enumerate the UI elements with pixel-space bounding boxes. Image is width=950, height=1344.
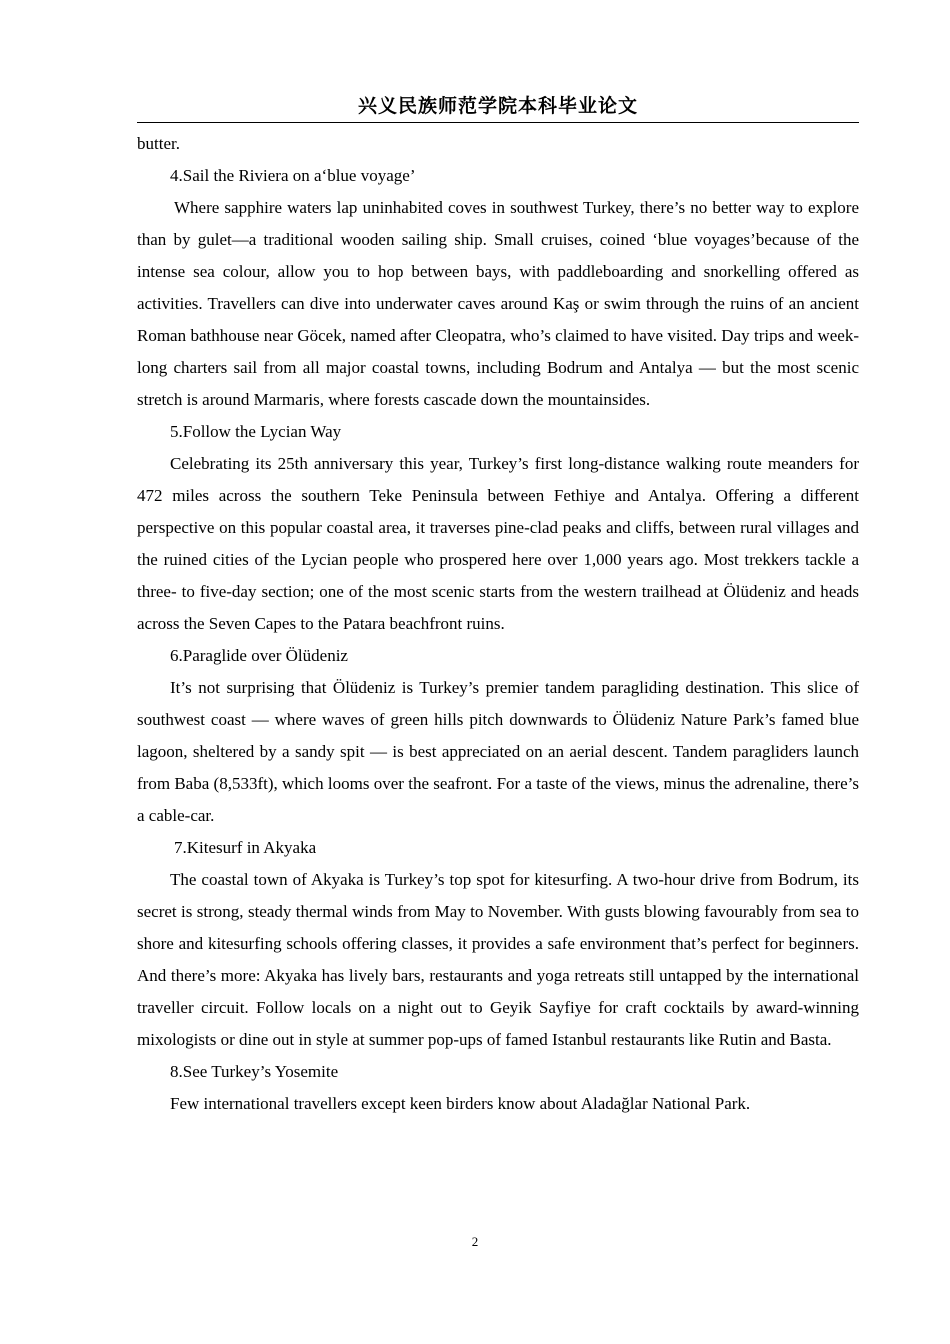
section-heading-lycian-way: 5.Follow the Lycian Way xyxy=(170,422,342,441)
paragraph-yosemite: Few international travellers except keen birders know about Aladağlar National Park. xyxy=(170,1094,751,1113)
body-text xyxy=(137,128,859,1120)
page-number: 2 xyxy=(471,1234,479,1249)
section-heading-blue-voyage: 4.Sail the Riviera on a‘blue voyage’ xyxy=(170,166,416,185)
section-heading-kitesurf: 7.Kitesurf in Akyaka xyxy=(174,838,317,857)
paragraph-continuation: butter. xyxy=(137,134,180,153)
section-heading-paraglide: 6.Paraglide over Ölüdeniz xyxy=(170,646,348,665)
section-heading-yosemite: 8.See Turkey’s Yosemite xyxy=(170,1062,339,1081)
page-header-title: 兴义民族师范学院本科毕业论文 xyxy=(357,95,638,117)
paragraph-lycian-way: Celebrating its 25th anniversary this year, Turkey’s first long-distance walking route meanders for 472 miles across the southern Teke Peninsula between Fethiye and Antalya. Offering a different perspective on this popular coastal area, it traverses pine-clad peaks and cliffs, between rural villages and the ruined cities of the Lycian people who prospered here over 1,000 years ago. Most trekkers tackle a three- to five-day section; one of the most scenic starts from the western trailhead at Ölüdeniz and heads across the Seven Capes to the Patara beachfront ruins. xyxy=(137,454,859,633)
paragraph-paraglide: It’s not surprising that Ölüdeniz is Turkey’s premier tandem paragliding destination. This slice of southwest coast — where waves of green hills pitch downwards to Ölüdeniz Nature Park’s famed blue lagoon, sheltered by a sandy spit — is best appreciated on an aerial descent. Tandem paragliders launch from Baba (8,533ft), which looms over the seafront. For a taste of the views, minus the adrenaline, there’s a cable-car. xyxy=(137,678,859,825)
header-rule xyxy=(137,122,859,123)
paragraph-kitesurf: The coastal town of Akyaka is Turkey’s top spot for kitesurfing. A two-hour drive from Bodrum, its secret is strong, steady thermal winds from May to November. With gusts blowing favourably from sea to shore and kitesurfing schools offering classes, it provides a safe environment that’s perfect for beginners. And there’s more: Akyaka has lively bars, restaurants and yoga retreats still untapped by the international traveller circuit. Follow locals on a night out to Geyik Sayfiye for craft cocktails by award-winning mixologists or dine out in style at summer pop-ups of famed Istanbul restaurants like Rutin and Basta. xyxy=(137,870,859,1049)
paragraph-blue-voyage: Where sapphire waters lap uninhabited coves in southwest Turkey, there’s no better way to explore than by gulet—a traditional wooden sailing ship. Small cruises, coined ‘blue voyages’because of the intense sea colour, allow you to hop between bays, with paddleboarding and snorkelling offered as activities. Travellers can dive into underwater caves around Kaş or swim through the ruins of an ancient Roman bathhouse near Göcek, named after Cleopatra, who’s claimed to have visited. Day trips and week-long charters sail from all major coastal towns, including Bodrum and Antalya — but the most scenic stretch is around Marmaris, where forests cascade down the mountainsides. xyxy=(137,198,859,409)
